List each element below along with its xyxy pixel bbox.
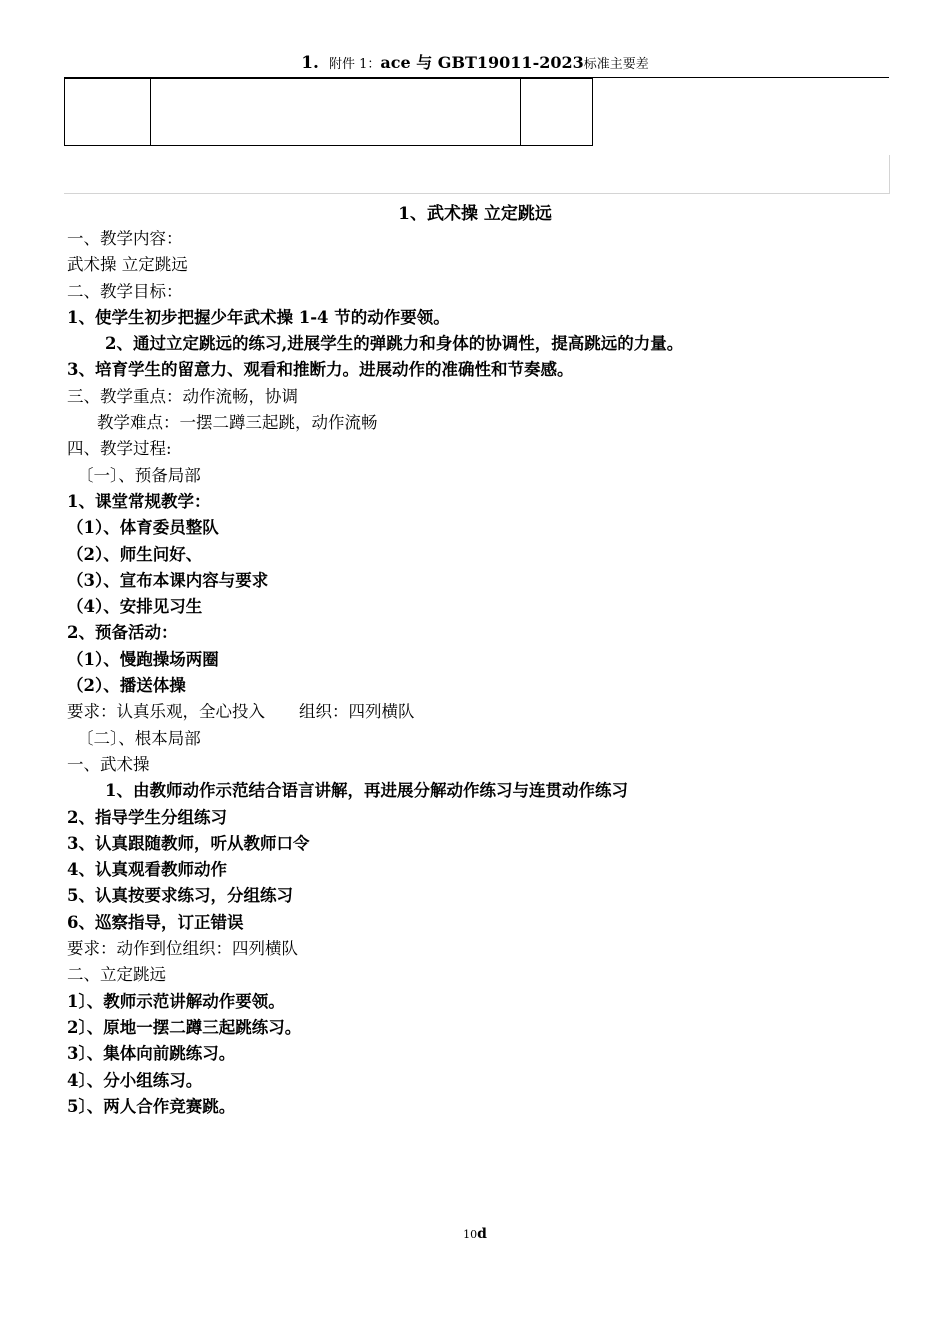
list-item: 3、认真跟随教师，听从教师口令: [67, 833, 310, 853]
empty-box: [64, 155, 890, 194]
subsection-heading: 〔一〕、预备局部: [77, 465, 201, 485]
section-heading: 二、立定跳远: [67, 965, 166, 985]
list-item: 5〕、两人合作竞赛跳。: [67, 1096, 236, 1116]
list-item: 4、认真观看教师动作: [67, 860, 227, 880]
page-footer: [0, 1226, 950, 1242]
list-item: 1、由教师动作示范结合语言讲解，再进展分解动作练习与连贯动作练习: [105, 781, 628, 801]
text-line: 教学难点：一摆二蹲三起跳，动作流畅: [97, 413, 378, 433]
table-cell: [151, 79, 521, 146]
list-item: 4〕、分小组练习。: [67, 1070, 203, 1090]
list-item: 1、课堂常规教学：: [67, 491, 211, 511]
requirement-line: [67, 699, 927, 725]
subsection-heading: 〔二〕、根本局部: [77, 728, 201, 748]
header-prefix: 附件 1：: [328, 57, 381, 72]
table-cell: [521, 79, 593, 146]
header-text: ace 与 GBT19011-2023: [380, 53, 584, 72]
section-heading: 一、教学内容：: [67, 229, 183, 248]
list-item: 6、巡察指导，订正错误: [67, 912, 244, 932]
table-cell: [65, 79, 151, 146]
empty-table: [64, 78, 593, 146]
footer-mark: d: [477, 1226, 487, 1242]
header-suffix: 标准主要差: [583, 57, 649, 72]
requirement-text: 要求：认真乐观，全心投入: [67, 702, 265, 722]
list-item: 1〕、教师示范讲解动作要领。: [67, 991, 285, 1011]
document-title: 1、武术操 立定跳远: [398, 204, 552, 224]
attachment-header: [0, 50, 950, 73]
list-item: 3、培育学生的留意力、观看和推断力。进展动作的准确性和节奏感。: [67, 360, 574, 380]
table-row: [65, 79, 593, 146]
list-item: 1、使学生初步把握少年武术操 1-4 节的动作要领。: [67, 307, 450, 327]
text-line: 武术操 立定跳远: [67, 255, 188, 275]
section-heading: 四、教学过程:: [67, 439, 172, 459]
requirement-line: 要求：动作到位组织：四列横队: [67, 939, 298, 959]
list-item: （2）、师生问好、: [67, 544, 203, 564]
list-item: 2、预备活动：: [67, 623, 178, 643]
section-heading: 二、教学目标：: [67, 281, 183, 301]
list-item: （3）、宣布本课内容与要求: [67, 570, 269, 590]
list-item: 2、通过立定跳远的练习,进展学生的弹跳力和身体的协调性，提高跳远的力量。: [105, 334, 684, 354]
list-item: 5、认真按要求练习，分组练习: [67, 886, 293, 906]
list-item: （2）、播送体操: [67, 676, 186, 696]
lesson-plan-body: [67, 226, 927, 1120]
list-item: 3〕、集体向前跳练习。: [67, 1044, 236, 1064]
header-number: 1.: [301, 53, 319, 73]
organization-text: 组织：四列横队: [299, 702, 415, 722]
section-heading: 三、教学重点：动作流畅，协调: [67, 386, 298, 406]
list-item: 2、指导学生分组练习: [67, 807, 227, 827]
section-heading: 一、武术操: [67, 754, 150, 774]
list-item: （4）、安排见习生: [67, 597, 203, 617]
list-item: （1）、体育委员整队: [67, 518, 219, 538]
page-number: 10: [463, 1228, 478, 1241]
list-item: （1）、慢跑操场两圈: [67, 649, 219, 669]
list-item: 2〕、原地一摆二蹲三起跳练习。: [67, 1017, 302, 1037]
